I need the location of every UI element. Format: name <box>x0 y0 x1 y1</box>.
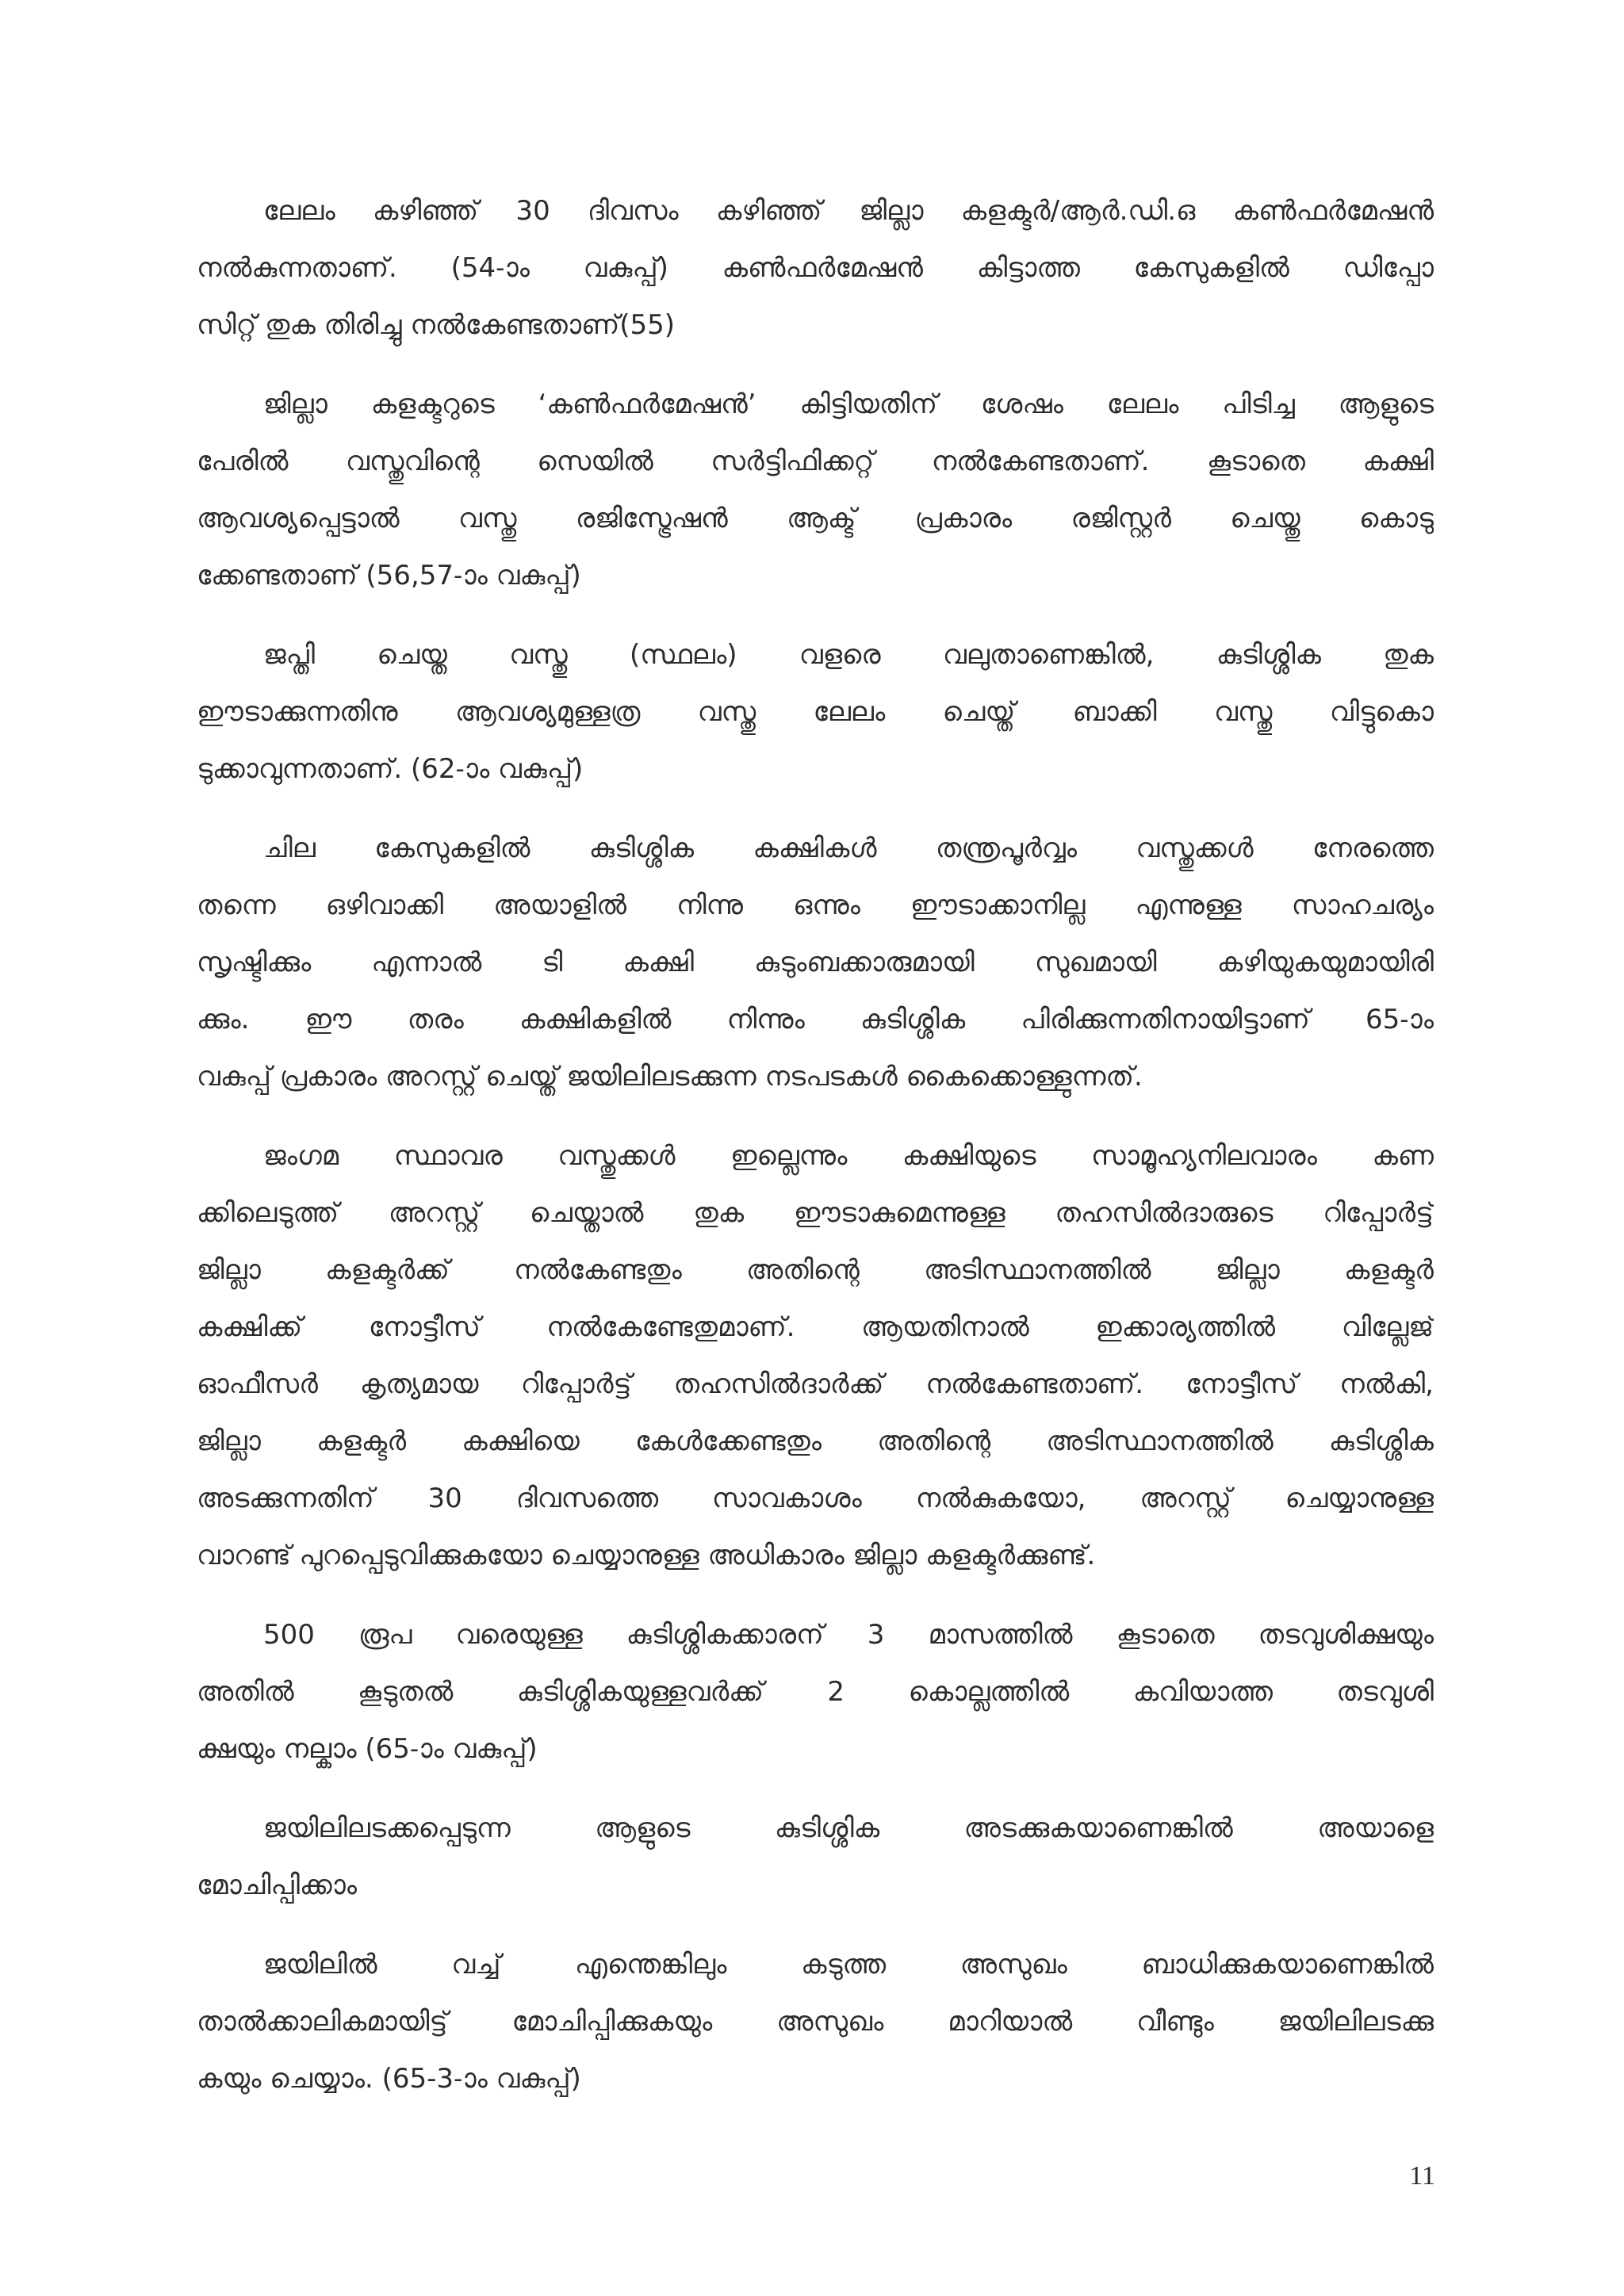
paragraph-6 <box>197 1606 1434 1777</box>
text-line: മോചിപ്പിക്കാം <box>197 1869 358 1901</box>
paragraph-7 <box>197 1800 1434 1914</box>
paragraph-5 <box>197 1127 1434 1584</box>
text-line: വാറണ്ട് പുറപ്പെടുവിക്കുകയോ ചെയ്യാനുള്ള അധികാരം ജില്ലാ കളക്ടർക്കുണ്ട്. <box>197 1540 1096 1571</box>
text-line: ചില കേസുകളിൽ കുടിശ്ശിക കക്ഷികൾ തന്ത്രപൂർവ്വം വസ്തുക്കൾ നേരത്തെ <box>263 832 1434 864</box>
text-line: ആവശ്യപ്പെട്ടാൽ വസ്തു രജിസ്ട്രേഷൻ ആക്ട് പ്രകാരം രജിസ്റ്റർ ചെയ്തു കൊടു <box>197 503 1434 534</box>
paragraph-8 <box>197 1936 1434 2107</box>
paragraph-2 <box>197 376 1434 604</box>
text-line: അതിൽ കൂടുതൽ കുടിശ്ശികയുള്ളവർക്ക് 2 കൊല്ലത്തിൽ കവിയാത്ത തടവുശി <box>197 1676 1434 1708</box>
paragraph-1 <box>197 182 1434 354</box>
paragraph-4 <box>197 820 1434 1105</box>
text-line: സിറ്റ് തുക തിരിച്ചു നൽകേണ്ടതാണ്(55) <box>197 309 676 341</box>
text-line: ഓഫീസർ കൃത്യമായ റിപ്പോർട്ട് തഹസിൽദാർക്ക് നൽകേണ്ടതാണ്. നോട്ടീസ് നൽകി, <box>197 1368 1434 1400</box>
text-line: താൽക്കാലികമായിട്ട് മോചിപ്പിക്കുകയും അസുഖം മാറിയാൽ വീണ്ടും ജയിലിലടക്കു <box>197 2006 1434 2038</box>
text-line: ജില്ലാ കളക്ടർക്ക് നൽകേണ്ടതും അതിന്റെ അടിസ്ഥാനത്തിൽ ജില്ലാ കളക്ടർ <box>197 1254 1434 1286</box>
text-line: വകുപ്പ് പ്രകാരം അറസ്റ്റ് ചെയ്ത് ജയിലിലടക്കുന്ന നടപടകൾ കൈക്കൊള്ളുന്നത്. <box>197 1061 1143 1093</box>
text-line: ക്കും. ഈ തരം കക്ഷികളിൽ നിന്നും കുടിശ്ശിക പിരിക്കുന്നതിനായിട്ടാണ് 65-ാം <box>197 1004 1434 1035</box>
text-line: അടക്കുന്നതിന് 30 ദിവസത്തെ സാവകാശം നൽകുകയോ, അറസ്റ്റ് ചെയ്യാനുള്ള <box>197 1483 1434 1514</box>
text-line: നൽകുന്നതാണ്. (54-ാം വകുപ്പ്) കൺഫർമേഷൻ കിട്ടാത്ത കേസുകളിൽ ഡിപ്പോ <box>197 252 1434 284</box>
text-line: ജയിലിൽ വച്ച് എന്തെങ്കിലും കടുത്ത അസുഖം ബാധിക്കുകയാണെങ്കിൽ <box>263 1949 1434 1980</box>
text-line: ക്കേണ്ടതാണ് (56,57-ാം വകുപ്പ്) <box>197 560 581 591</box>
text-line: ജയിലിലടക്കപ്പെടുന്ന ആളുടെ കുടിശ്ശിക അടക്കുകയാണെങ്കിൽ അയാളെ <box>263 1812 1434 1844</box>
text-line: ലേലം കഴിഞ്ഞ് 30 ദിവസം കഴിഞ്ഞ് ജില്ലാ കളക്ടർ/ആർ.ഡി.ഒ കൺഫർമേഷൻ <box>263 195 1434 227</box>
paragraph-3 <box>197 626 1434 798</box>
text-line: ഈടാക്കുന്നതിനു ആവശ്യമുള്ളത്ര വസ്തു ലേലം ചെയ്ത് ബാക്കി വസ്തു വിട്ടുകൊ <box>197 696 1434 728</box>
text-line: സൃഷ്ടിക്കും എന്നാൽ ടി കക്ഷി കുടുംബക്കാരുമായി സുഖമായി കഴിയുകയുമായിരി <box>197 947 1434 978</box>
text-line: പേരിൽ വസ്തുവിന്റെ സെയിൽ സർട്ടിഫിക്കറ്റ് നൽകേണ്ടതാണ്. കൂടാതെ കക്ഷി <box>197 446 1434 477</box>
text-line: ജില്ലാ കളക്ടറുടെ ‘കൺഫർമേഷൻ’ കിട്ടിയതിന് ശേഷം ലേലം പിടിച്ച ആളുടെ <box>263 388 1434 420</box>
text-line: തന്നെ ഒഴിവാക്കി അയാളിൽ നിന്നു ഒന്നും ഈടാക്കാനില്ല എന്നുള്ള സാഹചര്യം <box>197 890 1434 921</box>
text-line: കക്ഷിക്ക് നോട്ടീസ് നൽകേണ്ടേതുമാണ്. ആയതിനാൽ ഇക്കാര്യത്തിൽ വില്ലേജ് <box>197 1311 1434 1343</box>
text-line: ടുക്കാവുന്നതാണ്. (62-ാം വകുപ്പ്) <box>197 753 584 785</box>
text-line: ക്കിലെടുത്ത് അറസ്റ്റ് ചെയ്താൽ തുക ഈടാകുമെന്നുള്ള തഹസിൽദാരുടെ റിപ്പോർട്ട് <box>197 1197 1434 1229</box>
text-line: ജപ്തി ചെയ്ത വസ്തു (സ്ഥലം) വളരെ വലുതാണെങ്കിൽ, കുടിശ്ശിക തുക <box>263 639 1434 671</box>
text-line: 500 രൂപ വരെയുള്ള കുടിശ്ശികക്കാരന് 3 മാസത്തിൽ കൂടാതെ തടവുശിക്ഷയും <box>263 1619 1434 1651</box>
text-line: ക്ഷയും നല്കാം (65-ാം വകുപ്പ്) <box>197 1733 538 1765</box>
text-line: ജില്ലാ കളക്ടർ കക്ഷിയെ കേൾക്കേണ്ടതും അതിന്റെ അടിസ്ഥാനത്തിൽ കുടിശ്ശിക <box>197 1425 1434 1457</box>
body-text <box>197 182 1434 2130</box>
page-number: 11 <box>1409 2161 1435 2191</box>
text-line: ജംഗമ സ്ഥാവര വസ്തുക്കൾ ഇല്ലെന്നും കക്ഷിയുടെ സാമൂഹ്യനിലവാരം കണ <box>263 1140 1434 1172</box>
text-line: കയും ചെയ്യാം. (65-3-ാം വകുപ്പ്) <box>197 2063 581 2095</box>
